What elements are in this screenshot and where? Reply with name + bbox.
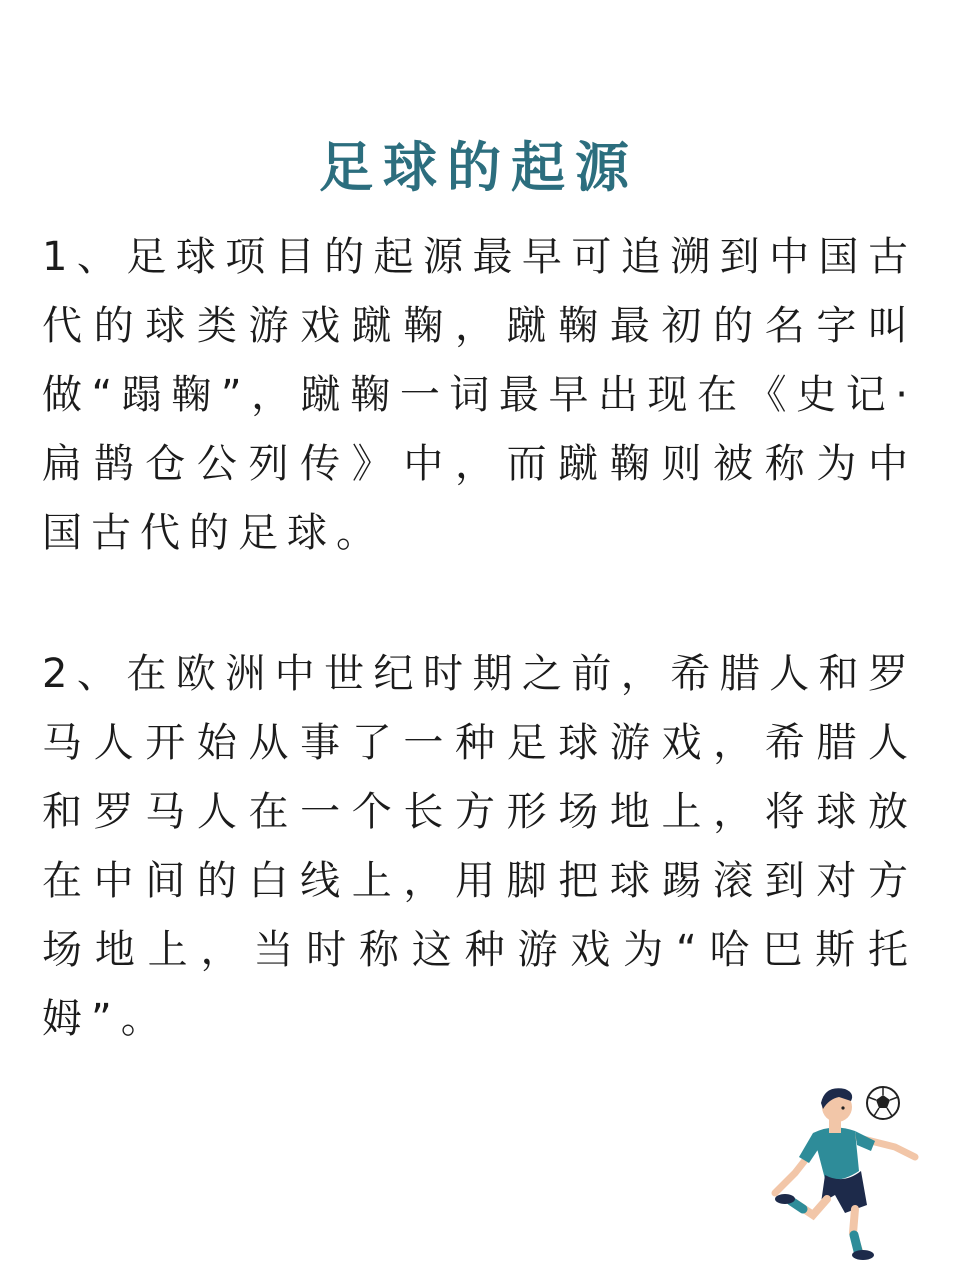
page-title: 足球的起源 — [319, 136, 639, 200]
paragraph-1: 1、足球项目的起源最早可追溯到中国古代的球类游戏蹴鞠，蹴鞠最初的名字叫做“蹋鞠”，蹴鞠一词最早出现在《史记·扁鹊仓公列传》中，而蹴鞠则被称为中国古代的足球。 — [42, 234, 917, 556]
soccer-player-illustration — [755, 1075, 925, 1260]
soccer-ball-icon — [867, 1087, 899, 1119]
paragraph-2: 2、在欧洲中世纪时期之前，希腊人和罗马人开始从事了一种足球游戏，希腊人和罗马人在一个长方形场地上，将球放在中间的白线上，用脚把球踢滚到对方场地上，当时称这种游戏为“哈巴斯托姆”。 — [42, 651, 917, 1042]
